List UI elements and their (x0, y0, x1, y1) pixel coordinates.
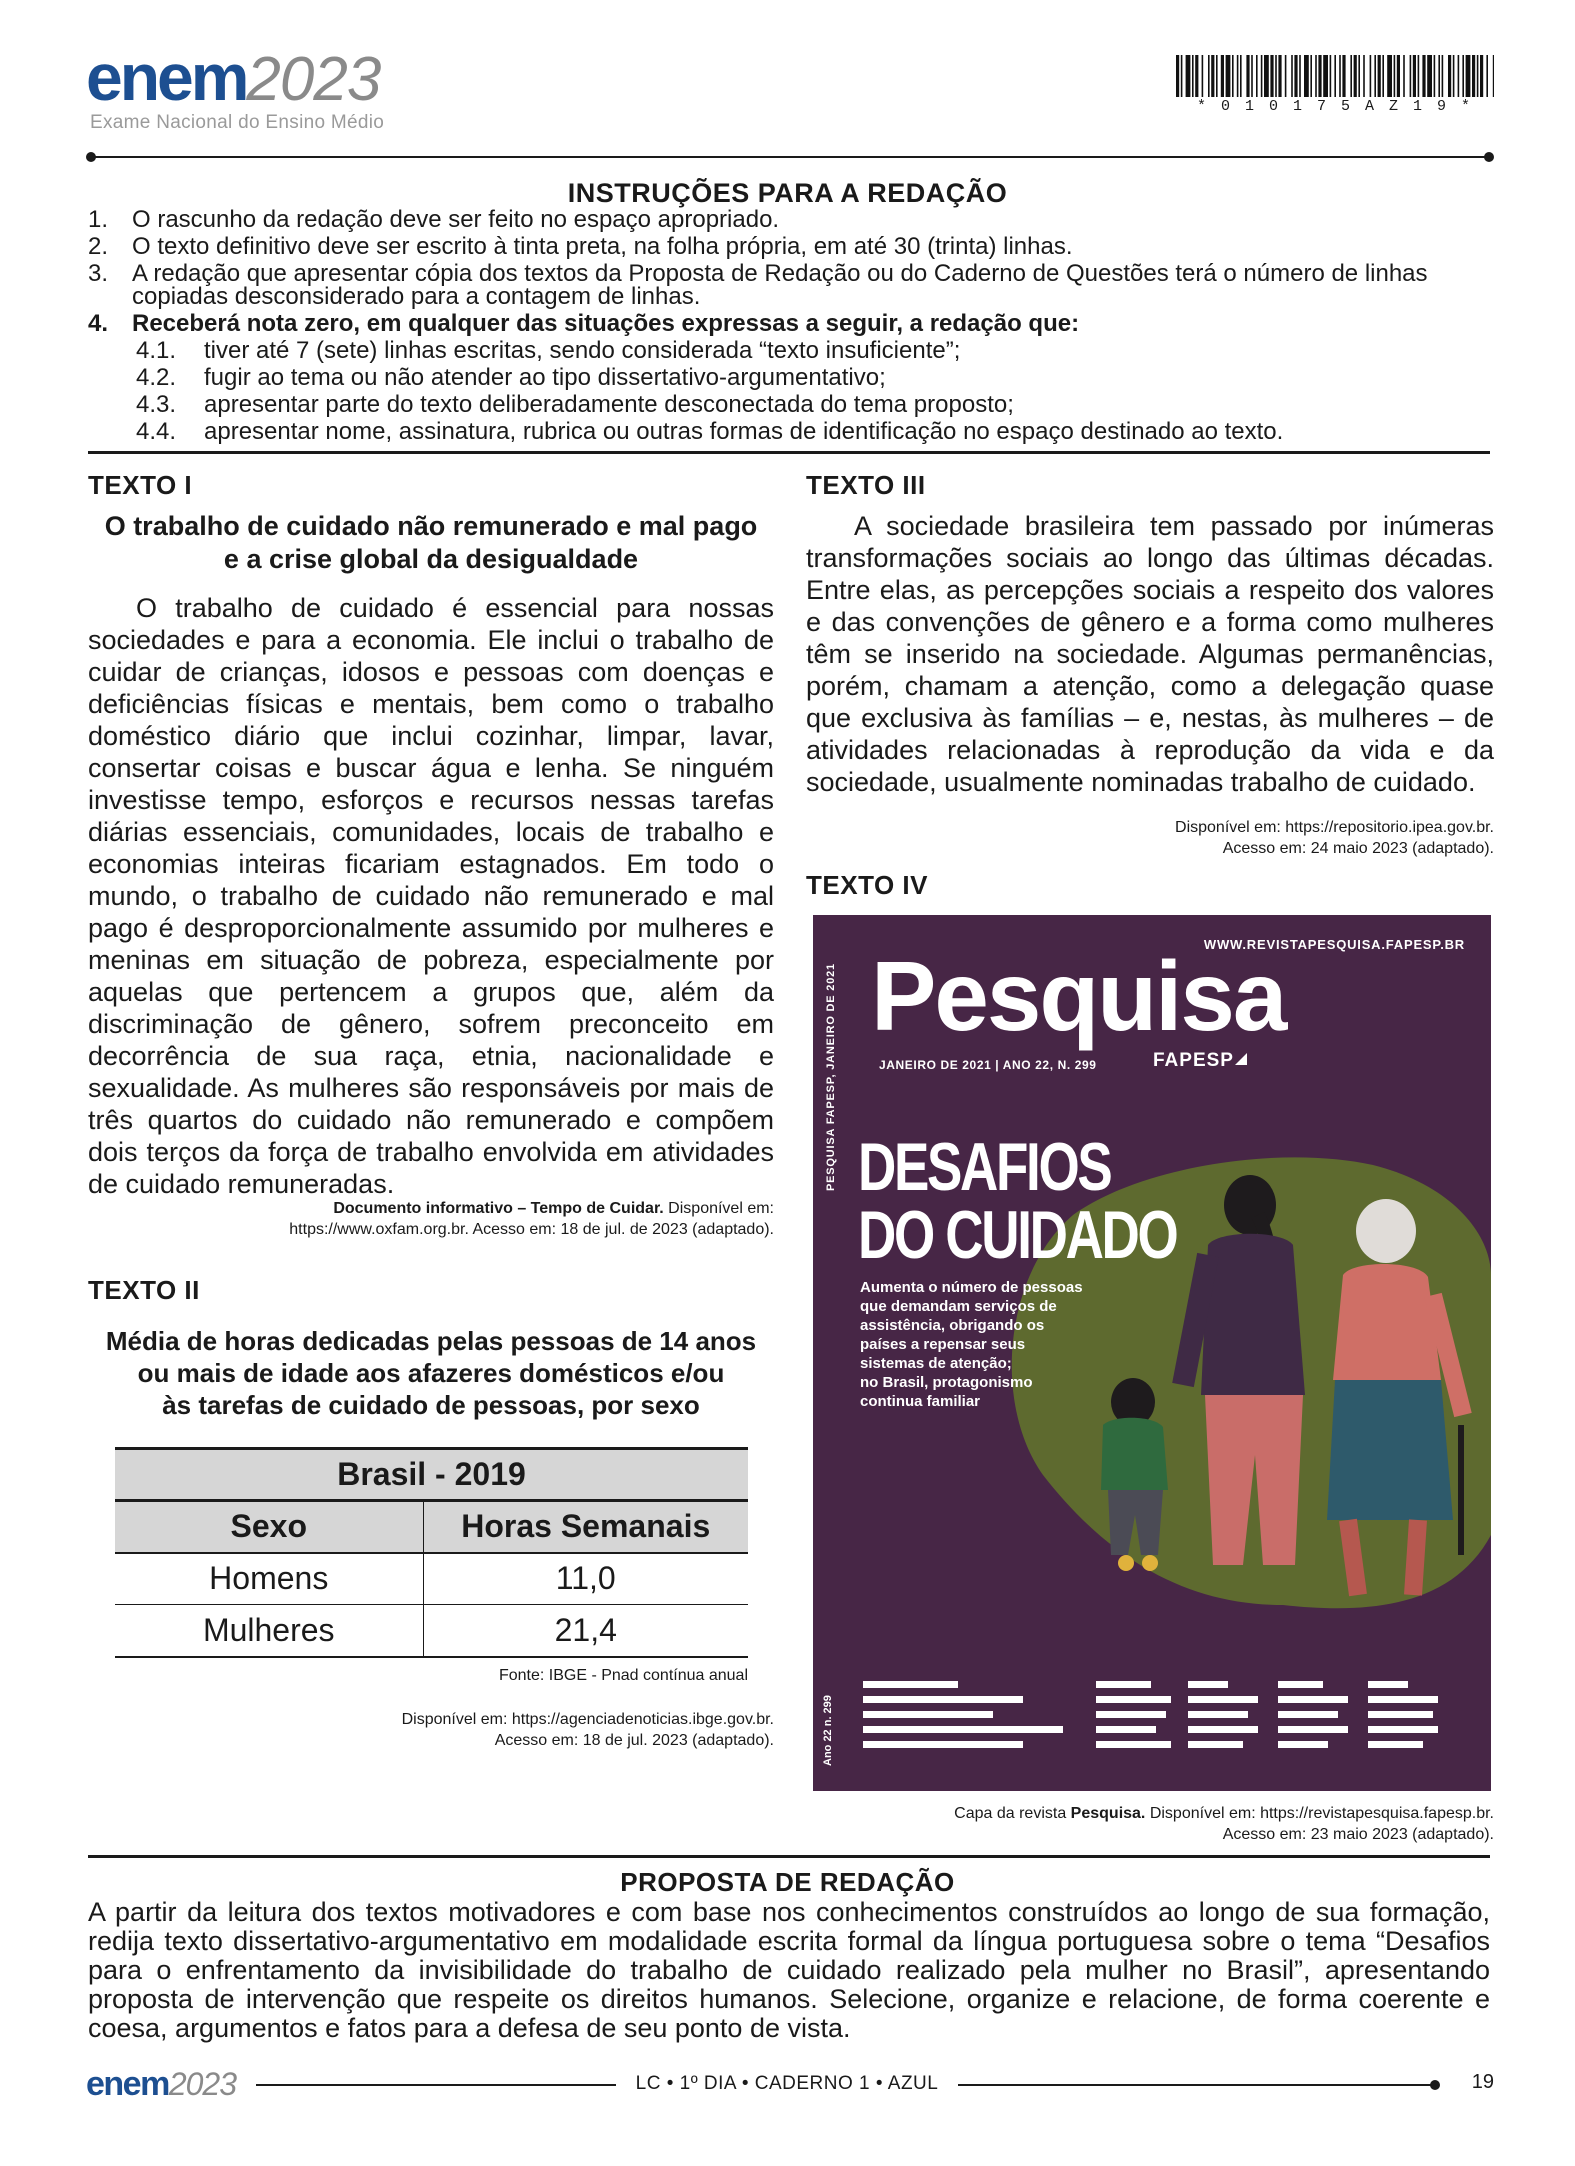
barcode-stripe (1493, 55, 1494, 97)
texto1-title-line: O trabalho de cuidado não remunerado e mal pago (104, 511, 758, 541)
barcode-stripe (1334, 55, 1336, 97)
texto1-label: TEXTO I (88, 470, 193, 500)
cover-subhead-line: que demandam serviços de (860, 1298, 1057, 1315)
texto3-source-line: Disponível em: https://repositorio.ipea.gov.br. (1175, 819, 1494, 836)
subitem-text: fugir ao tema ou não atender ao tipo dissertativo-argumentativo; (204, 364, 886, 391)
barcode-text: * 0 1 0 1 7 5 A Z 1 9 * (1196, 98, 1474, 115)
cover-redaction-bar (1278, 1696, 1348, 1703)
table-source: Fonte: IBGE - Pnad contínua anual (498, 1667, 748, 1684)
instruction-text: Receberá nota zero, em qualquer das situações expressas a seguir, a redação que: (132, 310, 1080, 337)
instructions-rule (88, 451, 1490, 454)
table-cell-sexo: Mulheres (115, 1605, 423, 1657)
texto1-source-line: https://www.oxfam.org.br. Acesso em: 18 de jul. de 2023 (adaptado). (289, 1221, 774, 1238)
barcode-stripe (1232, 55, 1234, 97)
barcode-stripe (1275, 55, 1277, 97)
enem-logo (86, 40, 381, 114)
footer-logo (86, 2067, 236, 2101)
instruction-num: 3. (88, 260, 109, 287)
barcode-stripe (1261, 55, 1263, 97)
texto3-label: TEXTO III (806, 470, 926, 500)
barcode-stripe (1278, 55, 1281, 97)
barcode-stripe (1434, 55, 1436, 97)
table-row (115, 1605, 748, 1657)
barcode-stripe (1403, 55, 1405, 97)
texto1-title (88, 510, 774, 576)
logo-subtitle: Exame Nacional do Ensino Médio (90, 112, 385, 133)
texto2-source (88, 1709, 774, 1751)
barcode-stripe (1330, 55, 1332, 97)
cover-redaction-bar (1278, 1741, 1328, 1748)
barcode-stripe (1442, 55, 1444, 97)
barcode-stripe (1339, 55, 1341, 97)
barcode-stripe (1472, 55, 1475, 97)
cover-redaction-bar (1368, 1741, 1423, 1748)
barcode-stripe (1264, 55, 1269, 97)
subitem-num: 4.3. (136, 391, 177, 418)
magazine-cover (813, 915, 1491, 1791)
subitem-text: tiver até 7 (sete) linhas escritas, sendo considerada “texto insuficiente”; (204, 337, 961, 364)
cover-subhead-line: países a repensar seus (860, 1336, 1026, 1353)
cover-subhead-line: sistemas de atenção; (860, 1355, 1012, 1372)
table-title: Brasil - 2019 (337, 1456, 526, 1492)
barcode (1176, 55, 1494, 97)
child-shoe (1118, 1555, 1134, 1571)
cover-redaction-bar (1096, 1741, 1171, 1748)
instruction-num: 4. (88, 310, 109, 337)
footer-logo-enem: enem (86, 2065, 169, 2103)
subitem-text: apresentar parte do texto deliberadamente desconectada do tema proposto; (204, 391, 1014, 418)
proposta-title: PROPOSTA DE REDAÇÃO (620, 1867, 955, 1897)
cover-publisher: FAPESP (1153, 1050, 1234, 1071)
cover-spine-bottom: Ano 22 n. 299 (822, 1695, 834, 1766)
instruction-num: 1. (88, 206, 109, 233)
page-number: 19 (1471, 2071, 1494, 2093)
subitem-num: 4.2. (136, 364, 177, 391)
table-cell-horas: 11,0 (555, 1560, 616, 1597)
texto2-title-line: às tarefas de cuidado de pessoas, por sexo (162, 1390, 700, 1420)
cover-subhead-line: no Brasil, protagonismo (860, 1374, 1033, 1391)
barcode-stripe (1221, 55, 1224, 97)
barcode-stripe (1186, 55, 1191, 97)
texto1-source (88, 1198, 774, 1240)
cover-subhead-line: Aumenta o número de pessoas (860, 1279, 1083, 1296)
cover-edition: JANEIRO DE 2021 | ANO 22, N. 299 (879, 1058, 1097, 1072)
barcode-stripe (1374, 55, 1376, 97)
caption-pre: Capa da revista (954, 1805, 1071, 1822)
hours-table (115, 1447, 748, 1658)
instruction-num: 2. (88, 233, 109, 260)
barcode-stripe (1318, 55, 1321, 97)
barcode-icon (1176, 55, 1494, 97)
barcode-stripe (1397, 55, 1400, 97)
cover-redaction-bar (1368, 1681, 1408, 1688)
texto2-title (88, 1325, 774, 1421)
barcode-stripe (1211, 55, 1214, 97)
instruction-subitem (88, 337, 1490, 364)
cover-url: WWW.REVISTAPESQUISA.FAPESP.BR (1203, 937, 1465, 952)
cover-redaction-bar (1096, 1726, 1156, 1733)
barcode-stripe (1466, 55, 1471, 97)
barcode-stripe (1458, 55, 1460, 97)
barcode-stripe (1448, 55, 1451, 97)
barcode-stripe (1378, 55, 1381, 97)
cover-redaction-bar (1188, 1681, 1228, 1688)
cover-redaction-bar (1188, 1711, 1248, 1718)
barcode-stripe (1363, 55, 1365, 97)
barcode-stripe (1202, 55, 1204, 97)
cover-redaction-bar (863, 1726, 1063, 1733)
header-rule (90, 156, 1490, 158)
cover-subhead-line: assistência, obrigando os (860, 1317, 1045, 1334)
cover-publisher-mark (1235, 1053, 1247, 1065)
instruction-subitem (88, 418, 1490, 445)
barcode-stripe (1195, 55, 1198, 97)
proposta-rule (88, 1855, 1490, 1858)
cover-redaction-bar (863, 1696, 1023, 1703)
cover-redaction-bar (863, 1681, 958, 1688)
barcode-stripe (1486, 55, 1488, 97)
footer-rule-right (958, 2084, 1434, 2086)
instruction-item-cont (88, 283, 1490, 310)
barcode-stripe (1237, 55, 1239, 97)
barcode-stripe (1358, 55, 1360, 97)
barcode-stripe (1294, 55, 1297, 97)
cover-redaction-bar (1096, 1711, 1166, 1718)
instruction-item (88, 233, 1490, 260)
texto1-body: O trabalho de cuidado é essencial para nossas sociedades e para a economia. Ele inclui o trabalho de cuidar de crianças, idosos e pessoas com doenças e deficiências físicas e mentais, bem como o trabalho doméstico diário que inclui cozinhar, limpar, lavar, consertar coisas e buscar água e lenha. Se ninguém investisse tempo, esforços e recursos nessas tarefas diárias essenciais, comunidades, locais de trabalho e economias inteiras ficariam estagnados. Em todo o mundo, o trabalho de cuidado não remunerado e mal pago é desproporcionalmente assumido por mulheres e meninas em situação de pobreza, especialmente por aquelas que pertencem a grupos que, além da discriminação de gênero, sofrem preconceito em decorrência de sua raça, etnia, nacionalidade e sexualidade. As mulheres são responsáveis por mais de três quartos do cuidado não remunerado e compõem dois terços da força de trabalho envolvida em atividades de cuidado remuneradas. (88, 593, 774, 1199)
barcode-stripe (1477, 55, 1479, 97)
barcode-stripe (1176, 55, 1179, 97)
subitem-num: 4.4. (136, 418, 177, 445)
barcode-stripe (1216, 55, 1218, 97)
elder-head (1356, 1199, 1416, 1263)
barcode-stripe (1323, 55, 1328, 97)
barcode-stripe (1387, 55, 1392, 97)
cover-spine: PESQUISA FAPESP, JANEIRO DE 2021 (825, 963, 837, 1191)
cover-redaction-bar (1096, 1681, 1151, 1688)
barcode-stripe (1299, 55, 1301, 97)
cover-headline (858, 1129, 1177, 1273)
instruction-text: A redação que apresentar cópia dos textos da Proposta de Redação ou do Caderno de Questões terá o número de linhas (132, 260, 1428, 287)
instructions-title: INSTRUÇÕES PARA A REDAÇÃO (567, 178, 1008, 208)
barcode-stripe (1240, 55, 1242, 97)
table-header-sexo: Sexo (115, 1501, 423, 1553)
barcode-stripe (1246, 55, 1249, 97)
cover-redaction-bar (1188, 1726, 1258, 1733)
cover-redaction-bar (1278, 1726, 1348, 1733)
barcode-stripe (1410, 55, 1412, 97)
instruction-text: copiadas desconsiderado para a contagem de linhas. (132, 283, 701, 310)
header-rule-dot-right (1484, 152, 1494, 162)
barcode-stripe (1354, 55, 1357, 97)
footer-rule-dot (1430, 2080, 1440, 2090)
cover-redaction-bar (1368, 1696, 1438, 1703)
cover-redaction-bar (1188, 1696, 1258, 1703)
footer-center: LC • 1º DIA • CADERNO 1 • AZUL (635, 2073, 939, 2094)
barcode-stripe (1226, 55, 1231, 97)
cover-redaction-bar (1096, 1696, 1171, 1703)
barcode-stripe (1181, 55, 1183, 97)
texto3-source-line: Acesso em: 24 maio 2023 (adaptado). (1222, 840, 1494, 857)
texto2-source-line: Acesso em: 18 de jul. 2023 (adaptado). (494, 1732, 774, 1749)
footer-logo-year: 2023 (168, 2066, 237, 2102)
logo-enem-text: enem (86, 40, 247, 114)
texto1-title-line: e a crise global da desigualdade (223, 544, 639, 574)
barcode-stripe (1382, 55, 1384, 97)
footer-rule-left (256, 2084, 616, 2086)
cover-redaction-bar (863, 1741, 1023, 1748)
barcode-stripe (1462, 55, 1464, 97)
barcode-stripe (1418, 55, 1420, 97)
instruction-text: O rascunho da redação deve ser feito no espaço apropriado. (132, 206, 780, 233)
caption-post: Disponível em: https://revistapesquisa.fapesp.br. (1145, 1805, 1494, 1822)
proposta-body: A partir da leitura dos textos motivadores e com base nos conhecimentos construídos ao longo de sua formação, redija texto dissertativo-argumentativo em modalidade escrita formal da língua portuguesa sobre o tema “Desafios para o enfrentamento da invisibilidade do trabalho de cuidado realizado pela mulher no Brasil”, apresentando proposta de intervenção que respeite os direitos humanos. Selecione, organize e relacione, de forma coerente e coesa, argumentos e fatos para a defesa de seu ponto de vista. (88, 1897, 1490, 2043)
table-cell-sexo: Homens (115, 1553, 423, 1605)
cover-headline-line: DESAFIOS (858, 1129, 1111, 1205)
caption-bold: Pesquisa. (1070, 1805, 1146, 1822)
cover-redaction-bar (1278, 1681, 1323, 1688)
table-title-row (115, 1449, 748, 1501)
barcode-stripe (1304, 55, 1309, 97)
texto2-source-line: Disponível em: https://agenciadenoticias.ibge.gov.br. (401, 1711, 774, 1728)
barcode-stripe (1350, 55, 1352, 97)
barcode-stripe (1394, 55, 1396, 97)
texto1-source-bold: Documento informativo – Tempo de Cuidar. (333, 1200, 664, 1217)
barcode-stripe (1208, 55, 1210, 97)
texto4-caption (806, 1803, 1494, 1845)
cover-redaction-bar (1368, 1726, 1438, 1733)
barcode-stripe (1480, 55, 1483, 97)
texto2-title-line: ou mais de idade aos afazeres domésticos e/ou (137, 1358, 725, 1388)
barcode-stripe (1453, 55, 1455, 97)
cover-redaction-bar (1278, 1711, 1338, 1718)
texto1-source-line (88, 1198, 774, 1219)
logo-year-text: 2023 (246, 45, 381, 114)
barcode-stripe (1291, 55, 1293, 97)
texto4-caption-line (806, 1803, 1494, 1824)
cover-headline-line: DO CUIDADO (858, 1197, 1177, 1273)
barcode-stripe (1438, 55, 1440, 97)
texto2-title-line: Média de horas dedicadas pelas pessoas de 14 anos (105, 1326, 757, 1356)
table-header-horas: Horas Semanais (461, 1508, 711, 1545)
instruction-subitem (88, 391, 1490, 418)
child-shoe (1142, 1555, 1158, 1571)
barcode-stripe (1370, 55, 1372, 97)
instruction-item (88, 310, 1490, 337)
instruction-item (88, 206, 1490, 233)
cover-redaction-bar (1368, 1711, 1433, 1718)
texto2-label: TEXTO II (88, 1275, 200, 1305)
texto4-label: TEXTO IV (806, 870, 928, 900)
elder-body (1333, 1264, 1441, 1380)
texto1-source-rest: Disponível em: (663, 1200, 774, 1217)
instruction-subitem (88, 364, 1490, 391)
data-table (115, 1447, 748, 1658)
barcode-stripe (1251, 55, 1253, 97)
elder-skirt (1327, 1380, 1453, 1520)
texto3-body: A sociedade brasileira tem passado por inúmeras transformações sociais ao longo das últimas décadas. Entre elas, as percepções sociais a respeito dos valores e das convenções de gênero e a forma como mulheres têm se inserido na sociedade. Algumas permanências, porém, chamam a atenção, como a delegação quase que exclusiva às famílias – e, nestas, às mulheres – de atividades relacionadas à reprodução da vida e da sociedade, usualmente nominadas trabalho de cuidado. (806, 511, 1494, 797)
barcode-stripe (1427, 55, 1432, 97)
texto3-source (806, 817, 1494, 859)
child-body (1101, 1418, 1168, 1490)
barcode-stripe (1310, 55, 1312, 97)
barcode-stripe (1413, 55, 1416, 97)
barcode-stripe (1422, 55, 1425, 97)
barcode-stripe (1270, 55, 1273, 97)
cover-masthead: Pesquisa (871, 941, 1286, 1051)
table-header-row (115, 1501, 748, 1553)
instructions-list (88, 206, 1490, 445)
table-row (115, 1553, 748, 1605)
barcode-stripe (1256, 55, 1258, 97)
cover-subhead-line: continua familiar (860, 1393, 981, 1410)
subitem-num: 4.1. (136, 337, 177, 364)
subitem-text: apresentar nome, assinatura, rubrica ou outras formas de identificação no espaço destinado ao texto. (204, 418, 1284, 445)
barcode-stripe (1342, 55, 1345, 97)
cover-redaction-bar (863, 1711, 993, 1718)
table-cell-horas: 21,4 (554, 1611, 617, 1648)
barcode-stripe (1285, 55, 1287, 97)
cover-redaction-bar (1188, 1741, 1243, 1748)
instruction-text: O texto definitivo deve ser escrito à tinta preta, na folha própria, em até 30 (trinta) linhas. (132, 233, 1073, 260)
cover-subhead (860, 1278, 1083, 1411)
barcode-stripe (1192, 55, 1194, 97)
barcode-stripe (1315, 55, 1317, 97)
texto4-caption-line: Acesso em: 23 maio 2023 (adaptado). (1222, 1826, 1494, 1843)
